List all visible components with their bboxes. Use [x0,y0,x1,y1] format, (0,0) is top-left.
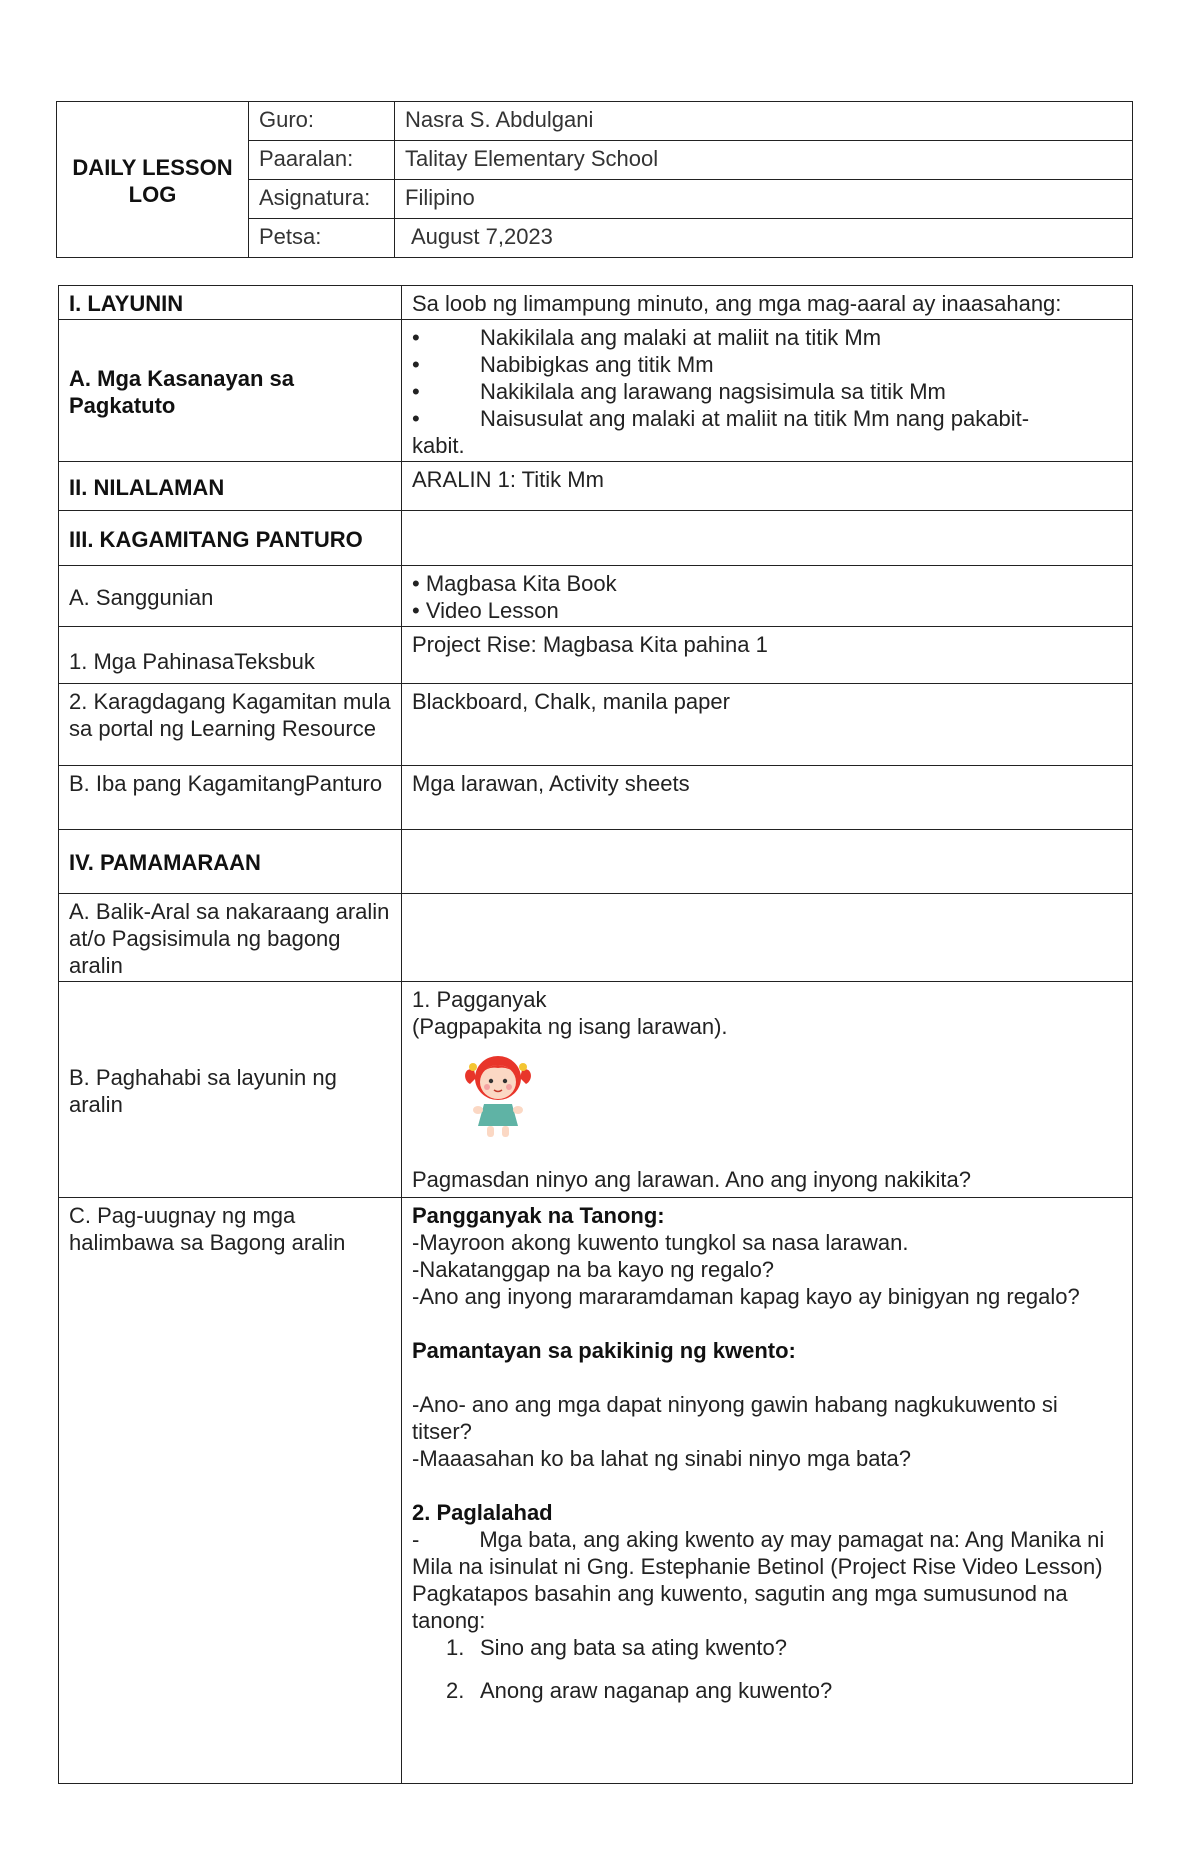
pagganyak-heading: 1. Pagganyak [412,987,547,1012]
pamamaraan-label: IV. PAMAMARAAN [59,830,402,894]
list-item: • Video Lesson [412,598,559,623]
pamamaraan-value [402,830,1133,894]
list-item: 1. Sino ang bata sa ating kwento? [446,1635,788,1660]
pag-uugnay-label: C. Pag-uugnay ng mga halimbawa sa Bagong aralin [59,1198,402,1784]
school-label: Paaralan: [249,141,395,180]
row-paghahabi [59,982,1133,1198]
pamantayan-line: -Maaasahan ko ba lahat ng sinabi ninyo mga bata? [412,1446,912,1471]
balik-aral-label: A. Balik-Aral sa nakaraang aralin at/o Pagsisimula ng bagong aralin [59,894,402,982]
paglalahad-text: - Mga bata, ang aking kwento ay may pamagat na: Ang Manika ni Mila na isinulat ni Gng. Estephanie Betinol (Project Rise Video Lesson) [412,1527,1105,1579]
paglalahad-after: Pagkatapos basahin ang kuwento, sagutin ang mga sumusunod na tanong: [412,1581,1068,1633]
paghahabi-label: B. Paghahabi sa layunin ng aralin [59,982,402,1198]
list-item: • Naisusulat ang malaki at maliit na titik Mm nang pakabit- [412,406,1030,431]
paghahabi-content [402,982,1133,1198]
pangganyak-line: -Nakatanggap na ba kayo ng regalo? [412,1257,775,1282]
karagdagang-value: Blackboard, Chalk, manila paper [402,684,1133,766]
header-table [56,101,1133,258]
iba-label: B. Iba pang KagamitangPanturo [59,766,402,830]
row-kagamitan [59,511,1133,566]
sanggunian-label: A. Sanggunian [59,566,402,627]
question-list [412,1634,1122,1704]
teacher-value: Nasra S. Abdulgani [395,102,1133,141]
sanggunian-list [402,566,1133,627]
layunin-label: I. LAYUNIN [59,286,402,320]
pagganyak-note: (Pagpapakita ng isang larawan). [412,1014,728,1039]
nilalaman-value: ARALIN 1: Titik Mm [402,462,1133,511]
pamantayan-line: -Ano- ano ang mga dapat ninyong gawin habang nagkukuwento si titser? [412,1392,1058,1444]
nilalaman-label: II. NILALAMAN [59,462,402,511]
row-iba [59,766,1133,830]
row-kasanayan [59,320,1133,462]
row-pamamaraan [59,830,1133,894]
kagamitan-value [402,511,1133,566]
iba-value: Mga larawan, Activity sheets [402,766,1133,830]
karagdagang-label: 2. Karagdagang Kagamitan mula sa portal ng Learning Resource [59,684,402,766]
row-sanggunian [59,566,1133,627]
kagamitan-label: III. KAGAMITANG PANTURO [59,511,402,566]
doll-image [460,1048,536,1140]
list-item: • Magbasa Kita Book [412,571,617,596]
school-value: Talitay Elementary School [395,141,1133,180]
row-nilalaman [59,462,1133,511]
list-item-continuation: kabit. [412,433,465,458]
row-pag-uugnay [59,1198,1133,1784]
teacher-label: Guro: [249,102,395,141]
document-title: DAILY LESSON LOG [57,102,249,258]
pagganyak-question: Pagmasdan ninyo ang larawan. Ano ang inyong nakikita? [412,1167,971,1192]
pamantayan-heading: Pamantayan sa pakikinig ng kwento: [412,1338,796,1363]
kasanayan-list [402,320,1133,462]
subject-value: Filipino [395,180,1133,219]
row-layunin [59,286,1133,320]
list-item: • Nakikilala ang malaki at maliit na titik Mm [412,325,882,350]
list-item: • Nabibigkas ang titik Mm [412,352,714,377]
pahina-value: Project Rise: Magbasa Kita pahina 1 [402,627,1133,684]
subject-label: Asignatura: [249,180,395,219]
pahina-label: 1. Mga PahinasaTeksbuk [59,627,402,684]
pangganyak-line: -Ano ang inyong mararamdaman kapag kayo ay binigyan ng regalo? [412,1284,1080,1309]
date-value: August 7,2023 [395,219,1133,258]
lesson-table [58,285,1133,1784]
pangganyak-heading: Pangganyak na Tanong: [412,1203,665,1228]
layunin-value: Sa loob ng limampung minuto, ang mga mag-aaral ay inaasahang: [402,286,1133,320]
date-label: Petsa: [249,219,395,258]
row-karagdagang [59,684,1133,766]
list-item: 2. Anong araw naganap ang kuwento? [446,1678,833,1703]
pangganyak-line: -Mayroon akong kuwento tungkol sa nasa larawan. [412,1230,909,1255]
pag-uugnay-content [402,1198,1133,1784]
balik-aral-value [402,894,1133,982]
list-item: • Nakikilala ang larawang nagsisimula sa titik Mm [412,379,946,404]
row-pahina [59,627,1133,684]
row-balik-aral [59,894,1133,982]
kasanayan-label: A. Mga Kasanayan sa Pagkatuto [59,320,402,462]
paglalahad-heading: 2. Paglalahad [412,1500,553,1525]
